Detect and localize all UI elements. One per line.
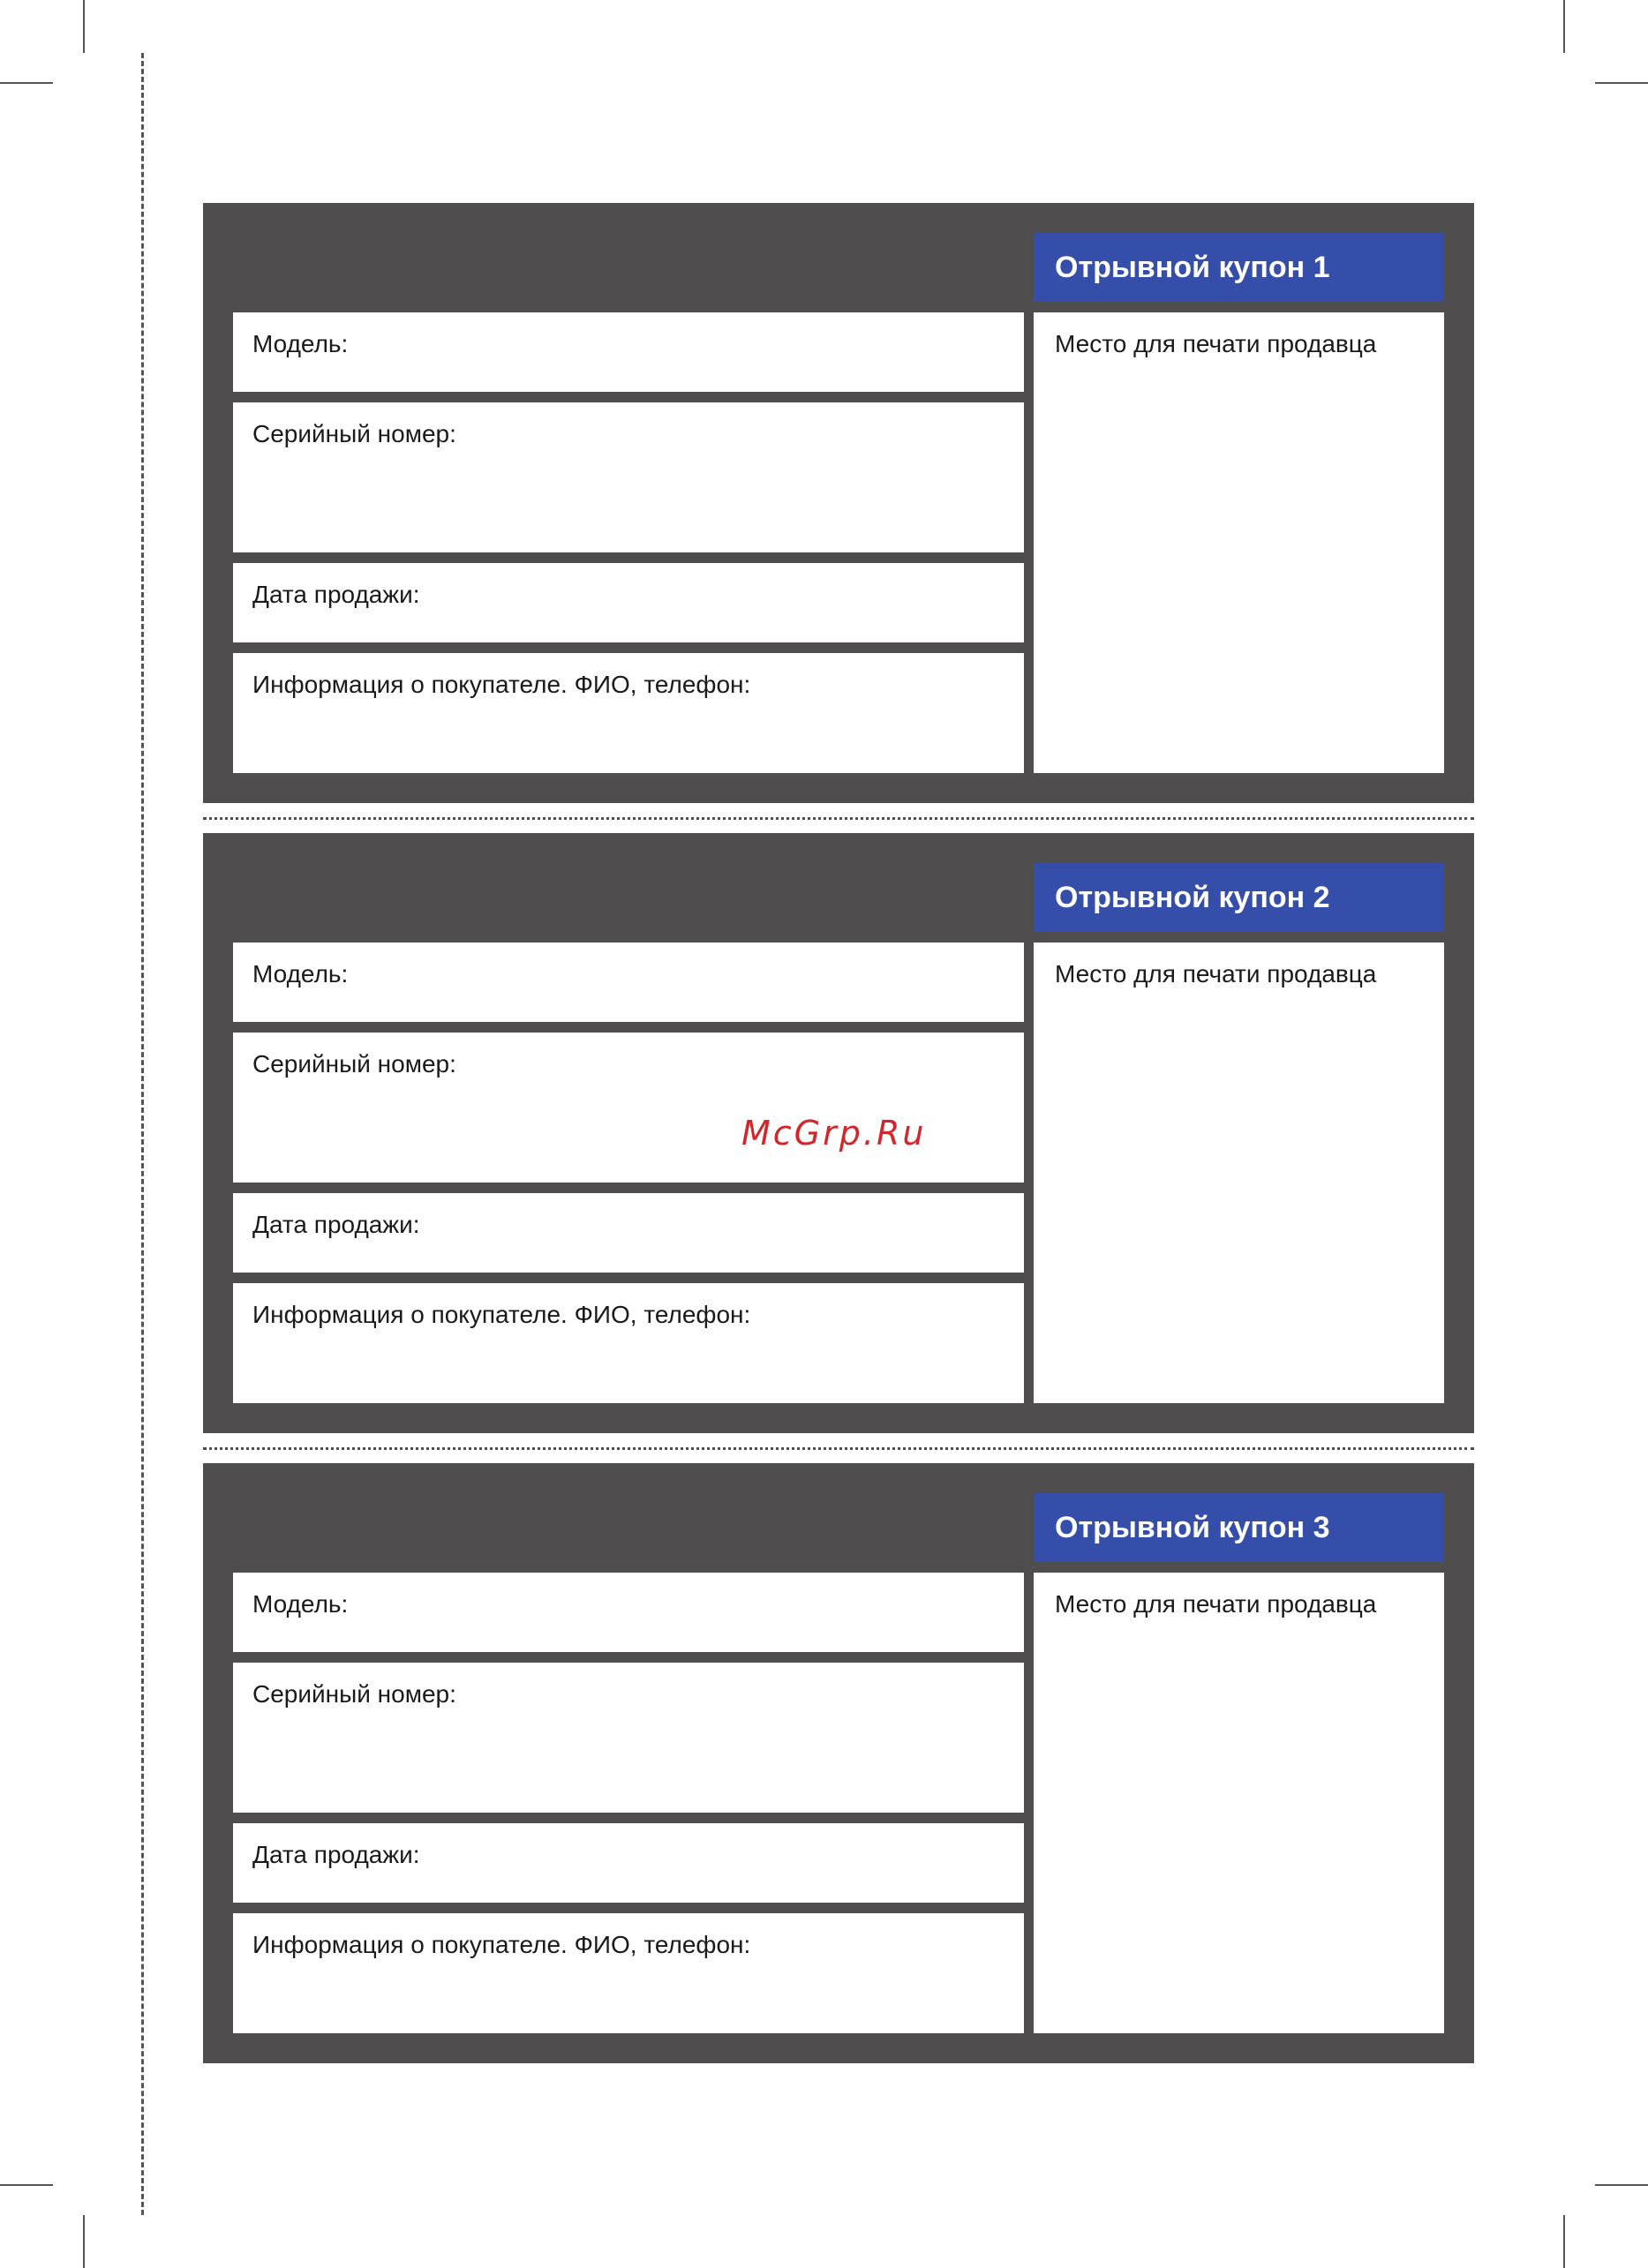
vertical-cut-line [141,53,144,2215]
coupon-title: Отрывной купон 2 [1034,863,1444,932]
serial-number-field[interactable]: Серийный номер: [233,1033,1024,1183]
serial-number-field[interactable]: Серийный номер: [233,402,1024,552]
coupon-title: Отрывной купон 1 [1034,233,1444,302]
crop-mark [83,2215,85,2268]
crop-mark [1595,82,1648,84]
coupon-1 [203,203,1474,803]
model-field[interactable]: Модель: [233,312,1024,392]
buyer-info-field[interactable]: Информация о покупателе. ФИО, телефон: [233,1283,1024,1403]
crop-mark [0,2184,53,2186]
crop-mark [0,82,53,84]
buyer-info-field[interactable]: Информация о покупателе. ФИО, телефон: [233,1913,1024,2033]
model-field[interactable]: Модель: [233,942,1024,1022]
watermark: McGrp.Ru [741,1114,927,1153]
model-field[interactable]: Модель: [233,1573,1024,1652]
sale-date-field[interactable]: Дата продажи: [233,1823,1024,1903]
coupon-3 [203,1463,1474,2063]
crop-mark [83,0,85,53]
seller-stamp-area: Место для печати продавца [1034,1573,1444,2033]
seller-stamp-area: Место для печати продавца [1034,312,1444,773]
sale-date-field[interactable]: Дата продажи: [233,1193,1024,1273]
crop-mark [1563,0,1565,53]
buyer-info-field[interactable]: Информация о покупателе. ФИО, телефон: [233,653,1024,773]
crop-mark [1595,2184,1648,2186]
sale-date-field[interactable]: Дата продажи: [233,563,1024,642]
serial-number-field[interactable]: Серийный номер: [233,1663,1024,1813]
coupon-title: Отрывной купон 3 [1034,1493,1444,1562]
crop-mark [1563,2215,1565,2268]
tear-line [203,1447,1474,1450]
seller-stamp-area: Место для печати продавца [1034,942,1444,1403]
tear-line [203,817,1474,820]
